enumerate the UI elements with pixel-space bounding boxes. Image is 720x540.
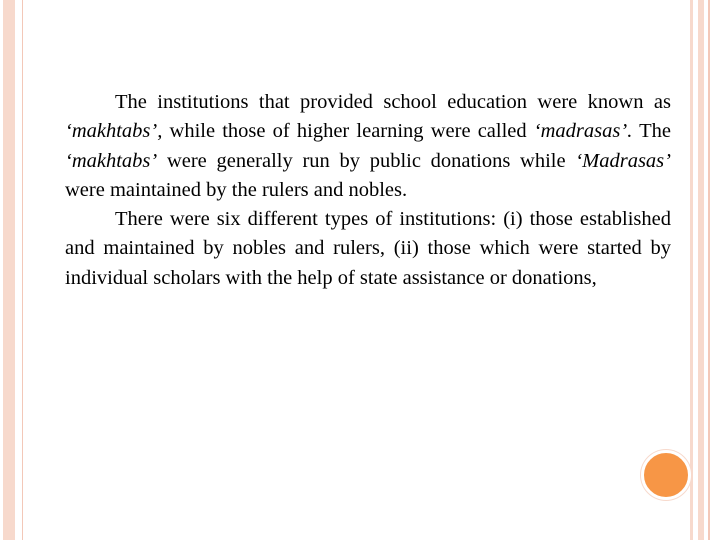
paragraph-2 [65, 205, 671, 293]
right-decorative-band [688, 0, 720, 540]
term-madrasas: ‘madrasas’. [533, 120, 633, 143]
term-madrasas: ‘Madrasas’ [575, 149, 671, 172]
right-band-stripe [708, 0, 710, 540]
right-band-stripe [698, 0, 704, 540]
text-span: were maintained by the rulers and nobles. [65, 178, 408, 201]
term-makhtabs: ‘makhtabs’ [65, 149, 158, 172]
paragraph-1 [65, 88, 671, 205]
text-span: were generally run by public donations while [157, 149, 576, 172]
right-band-stripe [690, 0, 693, 540]
term-makhtabs: ‘makhtabs’, [65, 120, 163, 143]
orange-circle-decoration [641, 450, 691, 500]
left-decorative-band [0, 0, 23, 540]
text-span: The [632, 120, 671, 143]
slide-body-text [65, 88, 671, 293]
text-span: while those of higher learning were called [162, 120, 534, 143]
text-span: There were six different types of institutions: (i) those established and maintained by nobles and rulers, (ii) those which were started by individual scholars with the help of state assistance or donations, [65, 208, 671, 289]
text-span: The institutions that provided school education were known as [115, 91, 671, 113]
